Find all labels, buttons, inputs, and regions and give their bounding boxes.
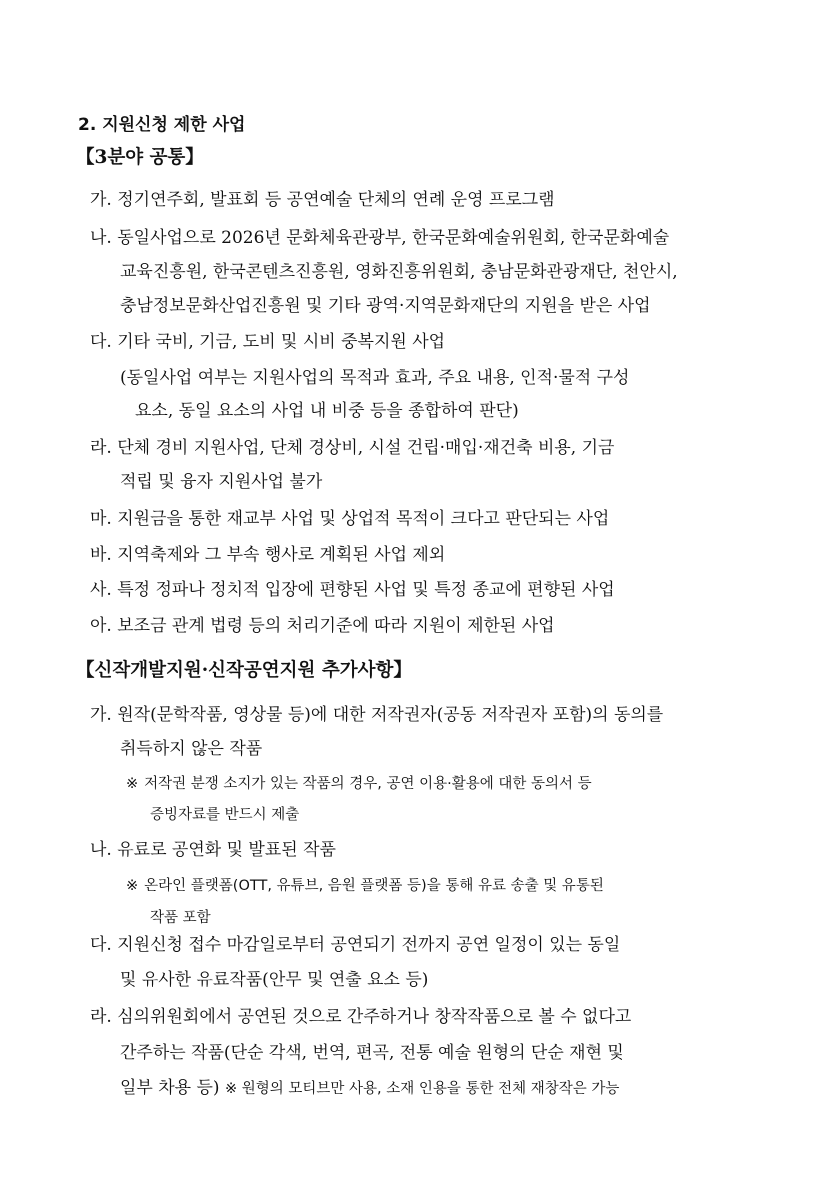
- item-text: 원작(문학작품, 영상물 등)에 대한 저작권자(공동 저작권자 포함)의 동의를: [117, 705, 664, 725]
- note-continuation: 작품 포함: [150, 910, 211, 926]
- item-text: 일부 차용 등): [120, 1078, 220, 1098]
- common-item-ga: [90, 188, 555, 212]
- section-title: 2. 지원신청 제한 사업: [78, 115, 246, 135]
- reference-mark-icon: ※: [126, 878, 139, 894]
- item-marker: 다.: [90, 935, 112, 955]
- item-text: 심의위원회에서 공연된 것으로 간주하거나 창작작품으로 볼 수 없다고: [117, 1007, 632, 1027]
- item-text: 기타 국비, 기금, 도비 및 시비 중복지원 사업: [117, 332, 446, 352]
- item-continuation: 간주하는 작품(단순 각색, 번역, 편곡, 전통 예술 원형의 단순 재현 및: [120, 1043, 624, 1063]
- item-marker: 나.: [90, 228, 112, 248]
- item-continuation: 요소, 동일 요소의 사업 내 비중 등을 종합하여 판단): [135, 401, 519, 421]
- additional-item-da: [90, 933, 620, 957]
- item-marker: 라.: [90, 1007, 112, 1027]
- item-continuation: 적립 및 융자 지원사업 불가: [120, 472, 323, 492]
- item-marker: 다.: [90, 332, 112, 352]
- item-text: 동일사업으로 2026년 문화체육관광부, 한국문화예술위원회, 한국문화예술: [117, 228, 670, 248]
- item-continuation: 교육진흥원, 한국콘텐츠진흥원, 영화진흥위원회, 충남문화관광재단, 천안시,: [120, 262, 678, 282]
- item-text: 정기연주회, 발표회 등 공연예술 단체의 연례 운영 프로그램: [117, 190, 555, 210]
- item-marker: 가.: [90, 705, 112, 725]
- common-item-a: [90, 614, 555, 638]
- common-item-ma: [90, 507, 609, 531]
- item-continuation: (동일사업 여부는 지원사업의 목적과 효과, 주요 내용, 인적·물적 구성: [120, 368, 630, 388]
- common-item-sa: [90, 578, 615, 602]
- item-text: 특정 정파나 정치적 입장에 편향된 사업 및 특정 종교에 편향된 사업: [117, 580, 615, 600]
- note-text: 저작권 분쟁 소지가 있는 작품의 경우, 공연 이용·활용에 대한 동의서 등: [144, 776, 592, 792]
- item-text: 지원금을 통한 재교부 사업 및 상업적 목적이 크다고 판단되는 사업: [117, 509, 610, 529]
- item-marker: 라.: [90, 438, 112, 458]
- inline-note: ※ 원형의 모티브만 사용, 소재 인용을 통한 전체 재창작은 가능: [224, 1081, 620, 1097]
- item-marker: 마.: [90, 509, 112, 529]
- note-text: 온라인 플랫폼(OTT, 유튜브, 음원 플랫폼 등)을 통해 유료 송출 및 유통된: [144, 878, 604, 894]
- common-header: 【3분야 공통】: [76, 147, 204, 168]
- common-item-ba: [90, 543, 445, 567]
- item-continuation: 취득하지 않은 작품: [120, 739, 263, 759]
- item-text: 단체 경비 지원사업, 단체 경상비, 시설 건립·매입·재건축 비용, 기금: [117, 438, 615, 458]
- common-item-ra: [90, 436, 614, 460]
- item-text: 지원신청 접수 마감일로부터 공연되기 전까지 공연 일정이 있는 동일: [117, 935, 621, 955]
- note-continuation: 증빙자료를 반드시 제출: [150, 807, 300, 823]
- item-continuation: 및 유사한 유료작품(안무 및 연출 요소 등): [120, 970, 429, 990]
- item-text: 유료로 공연화 및 발표된 작품: [117, 840, 336, 860]
- item-text: 보조금 관계 법령 등의 처리기준에 따라 지원이 제한된 사업: [117, 616, 555, 636]
- item-continuation-with-note: [120, 1076, 619, 1101]
- item-marker: 나.: [90, 840, 112, 860]
- reference-mark-icon: ※: [126, 776, 139, 792]
- note: [126, 874, 604, 898]
- note: [126, 772, 592, 796]
- item-marker: 아.: [90, 616, 112, 636]
- additional-item-ra: [90, 1005, 631, 1029]
- common-item-da: [90, 330, 445, 354]
- item-continuation: 충남정보문화산업진흥원 및 기타 광역·지역문화재단의 지원을 받은 사업: [120, 296, 651, 316]
- item-marker: 사.: [90, 580, 112, 600]
- additional-header: 【신작개발지원·신작공연지원 추가사항】: [76, 660, 412, 681]
- additional-item-ga: [90, 703, 663, 727]
- item-marker: 바.: [90, 545, 112, 565]
- common-item-na: [90, 226, 669, 250]
- item-text: 지역축제와 그 부속 행사로 계획된 사업 제외: [117, 545, 446, 565]
- item-marker: 가.: [90, 190, 112, 210]
- additional-item-na: [90, 838, 336, 862]
